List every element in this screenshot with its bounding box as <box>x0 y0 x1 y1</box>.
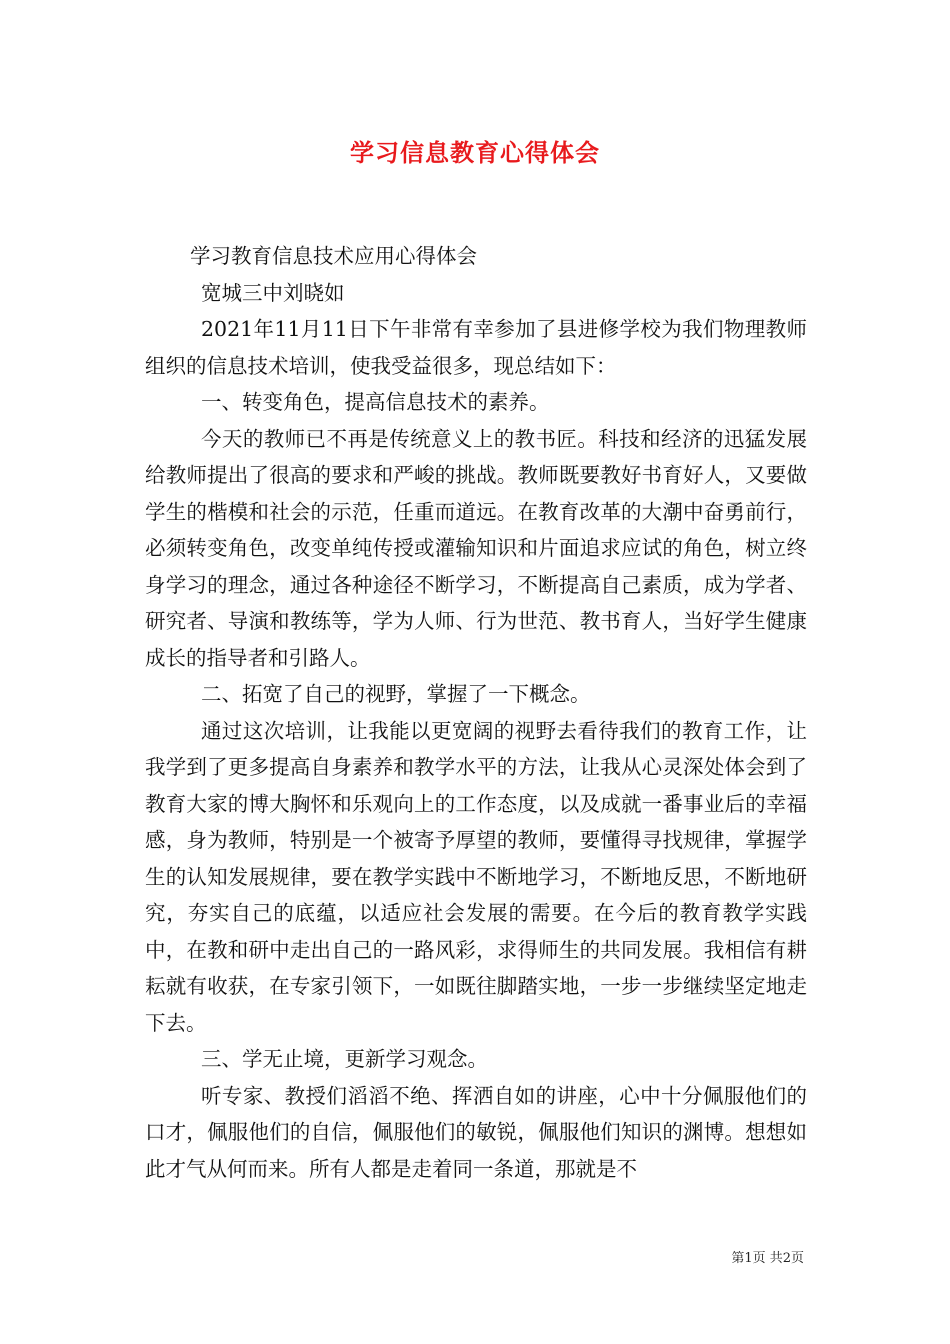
page-number: 第1页 共2页 <box>731 1251 804 1266</box>
document-author: 宽城三中刘晓如 <box>201 280 345 305</box>
document-title: 学习信息教育心得体会 <box>350 138 600 167</box>
document-body <box>145 238 807 1187</box>
paragraph-intro: 2021年11月11日下午非常有幸参加了县进修学校为我们物理教师组织的信息技术培训，使我受益很多，现总结如下： <box>145 317 807 378</box>
paragraph-section-1: 今天的教师已不再是传统意义上的教书匠。科技和经济的迅猛发展给教师提出了很高的要求和严峻的挑战。教师既要教好书育好人，又要做学生的楷模和社会的示范，任重而道远。在教育改革的大潮中奋勇前行，必须转变角色，改变单纯传授或灌输知识和片面追求应试的角色，树立终身学习的理念，通过各种途径不断学习，不断提高自己素质，成为学者、研究者、导演和教练等，学为人师、行为世范、教书育人，当好学生健康成长的指导者和引路人。 <box>145 426 807 670</box>
section-heading-2: 二、拓宽了自己的视野，掌握了一下概念。 <box>201 682 591 706</box>
paragraph-section-2: 通过这次培训，让我能以更宽阔的视野去看待我们的教育工作，让我学到了更多提高自身素养和教学水平的方法，让我从心灵深处体会到了教育大家的博大胸怀和乐观向上的工作态度，以及成就一番事业后的幸福感，身为教师，特别是一个被寄予厚望的教师，要懂得寻找规律，掌握学生的认知发展规律，要在教学实践中不断地学习，不断地反思，不断地研究，夯实自己的底蕴，以适应社会发展的需要。在今后的教育教学实践中，在教和研中走出自己的一路风彩，求得师生的共同发展。我相信有耕耘就有收获，在专家引领下，一如既往脚踏实地，一步一步继续坚定地走下去。 <box>145 718 807 1035</box>
paragraph-section-3: 听专家、教授们滔滔不绝、挥洒自如的讲座，心中十分佩服他们的口才，佩服他们的自信，佩服他们的敏锐，佩服他们知识的渊博。想想如此才气从何而来。所有人都是走着同一条道，那就是不 <box>145 1083 807 1181</box>
section-heading-3: 三、学无止境，更新学习观念。 <box>201 1047 488 1071</box>
section-heading-1: 一、转变角色，提高信息技术的素养。 <box>201 390 550 414</box>
document-subtitle: 学习教育信息技术应用心得体会 <box>190 244 477 268</box>
